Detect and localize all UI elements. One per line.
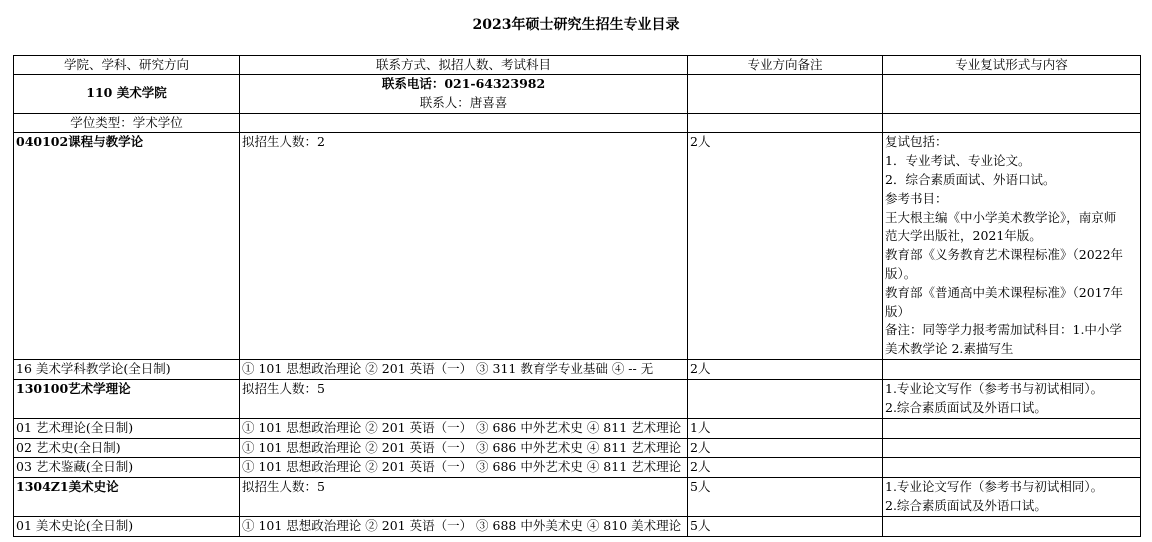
table-row bbox=[14, 517, 1141, 537]
retest-line: 美术教学论 2.素描写生 bbox=[885, 341, 1014, 357]
retest-content bbox=[883, 133, 1141, 360]
header-retest: 专业复试形式与内容 bbox=[883, 56, 1141, 75]
table-row bbox=[14, 418, 1141, 438]
direction-name: 03 艺术鉴藏(全日制) bbox=[14, 458, 240, 478]
direction-name: 01 艺术理论(全日制) bbox=[14, 418, 240, 438]
major-name: 130100艺术学理论 bbox=[14, 379, 240, 418]
enrollment-count: 拟招生人数：2 bbox=[240, 133, 688, 360]
empty-cell bbox=[688, 113, 883, 133]
retest-line: 参考书目： bbox=[885, 190, 948, 206]
header-remarks: 专业方向备注 bbox=[688, 56, 883, 75]
degree-type: 学位类型：学术学位 bbox=[14, 113, 240, 133]
retest-line: 1.专业论文写作（参考书与初试相同）。 bbox=[885, 479, 1104, 495]
exam-subjects: ① 101 思想政治理论 ② 201 英语（一） ③ 311 教育学专业基础 ④ -- 无 bbox=[240, 359, 688, 379]
college-name: 110 美术学院 bbox=[14, 75, 240, 114]
enrollment-count: 拟招生人数：5 bbox=[240, 379, 688, 418]
major-name: 1304Z1美术史论 bbox=[14, 478, 240, 517]
table-row bbox=[14, 133, 1141, 360]
retest-line: 版） bbox=[885, 303, 911, 319]
direction-name: 16 美术学科教学论(全日制) bbox=[14, 359, 240, 379]
table-row bbox=[14, 438, 1141, 458]
college-contact-person: 联系人：唐喜喜 bbox=[419, 94, 508, 110]
college-row bbox=[14, 75, 1141, 114]
empty-cell bbox=[883, 418, 1141, 438]
exam-subjects: ① 101 思想政治理论 ② 201 英语（一） ③ 686 中外艺术史 ④ 811 艺术理论 bbox=[240, 438, 688, 458]
catalog-table bbox=[13, 55, 1141, 537]
table-row bbox=[14, 379, 1141, 418]
empty-cell bbox=[240, 113, 688, 133]
direction-remark: 2人 bbox=[688, 133, 883, 360]
empty-cell bbox=[883, 458, 1141, 478]
exam-subjects: ① 101 思想政治理论 ② 201 英语（一） ③ 686 中外艺术史 ④ 811 艺术理论 bbox=[240, 418, 688, 438]
degree-type-row bbox=[14, 113, 1141, 133]
direction-remark: 5人 bbox=[688, 478, 883, 517]
retest-line: 2.综合素质面试及外语口试。 bbox=[885, 399, 1047, 415]
retest-line: 教育部《义务教育艺术课程标准》（2022年 bbox=[885, 247, 1124, 263]
header-college: 学院、学科、研究方向 bbox=[14, 56, 240, 75]
enrollment-count: 拟招生人数：5 bbox=[240, 478, 688, 517]
retest-line: 王大根主编《中小学美术教学论》，南京师 bbox=[885, 209, 1117, 225]
header-contact: 联系方式、拟招人数、考试科目 bbox=[240, 56, 688, 75]
direction-remark: 5人 bbox=[688, 517, 883, 537]
empty-cell bbox=[883, 359, 1141, 379]
empty-cell bbox=[883, 113, 1141, 133]
retest-line: 备注：同等学力报考需加试科目：1.中小学 bbox=[885, 322, 1122, 338]
college-contact bbox=[240, 75, 688, 114]
retest-line: 范大学出版社，2021年版。 bbox=[885, 228, 1042, 244]
retest-line: 教育部《普通高中美术课程标准》（2017年 bbox=[885, 284, 1124, 300]
empty-cell bbox=[688, 75, 883, 114]
empty-cell bbox=[883, 438, 1141, 458]
retest-line: 版）。 bbox=[885, 265, 917, 281]
direction-remark: 1人 bbox=[688, 418, 883, 438]
major-name: 040102课程与教学论 bbox=[14, 133, 240, 360]
table-row bbox=[14, 458, 1141, 478]
direction-name: 02 艺术史(全日制) bbox=[14, 438, 240, 458]
direction-remark: 2人 bbox=[688, 438, 883, 458]
direction-remark: 2人 bbox=[688, 359, 883, 379]
direction-remark: 2人 bbox=[688, 458, 883, 478]
retest-line: 2.综合素质面试及外语口试。 bbox=[885, 497, 1047, 513]
empty-cell bbox=[883, 75, 1141, 114]
retest-content bbox=[883, 379, 1141, 418]
table-row bbox=[14, 478, 1141, 517]
page-title: 2023年硕士研究生招生专业目录 bbox=[472, 17, 680, 33]
college-phone: 联系电话：021-64323982 bbox=[381, 76, 546, 91]
exam-subjects: ① 101 思想政治理论 ② 201 英语（一） ③ 686 中外艺术史 ④ 811 艺术理论 bbox=[240, 458, 688, 478]
empty-cell bbox=[688, 379, 883, 418]
retest-content bbox=[883, 478, 1141, 517]
empty-cell bbox=[883, 517, 1141, 537]
header-row bbox=[14, 56, 1141, 75]
retest-line: 2．综合素质面试、外语口试。 bbox=[885, 171, 1056, 187]
retest-line: 1.专业论文写作（参考书与初试相同）。 bbox=[885, 380, 1104, 396]
exam-subjects: ① 101 思想政治理论 ② 201 英语（一） ③ 688 中外美术史 ④ 810 美术理论 bbox=[240, 517, 688, 537]
table-row bbox=[14, 359, 1141, 379]
direction-name: 01 美术史论(全日制) bbox=[14, 517, 240, 537]
retest-line: 1．专业考试、专业论文。 bbox=[885, 153, 1031, 169]
retest-line: 复试包括： bbox=[885, 134, 948, 150]
